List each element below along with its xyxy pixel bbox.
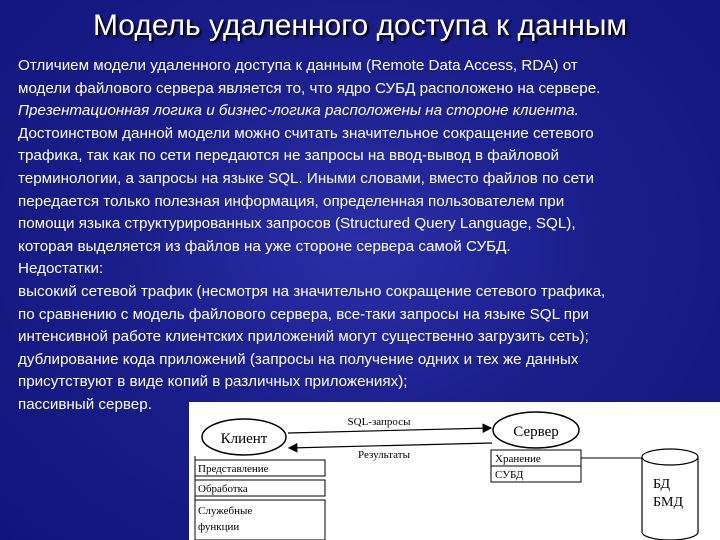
paragraph-line: Презентационная логика и бизнес-логика расположены на стороне клиента.: [18, 102, 579, 120]
paragraph-line: трафика, так как по сети передаются не запросы на ввод-вывод в файловой: [18, 147, 560, 165]
paragraph-line: Отличием модели удаленного доступа к данным (Remote Data Access, RDA) от: [18, 57, 578, 74]
paragraph-line: Достоинством данной модели можно считать значительное сокращение сетевого: [18, 124, 594, 142]
disadvantage-line: присутствуют в виде копий в различных приложениях);: [18, 373, 408, 391]
db-label: БД: [653, 477, 671, 492]
request-label: SQL-запросы: [347, 416, 411, 428]
paragraph-line: терминологии, а запросы на языке SQL. Иными словами, вместо файлов по сети: [18, 169, 594, 187]
paragraph-line: которая выделяется из файлов на уже стороне сервера самой СУБД.: [18, 237, 511, 255]
diagram-canvas: [189, 402, 720, 540]
disadvantage-line: интенсивной работе клиентских приложений могут существенно загрузить сеть);: [18, 328, 589, 346]
disadvantage-line: пассивный сервер.: [18, 395, 152, 413]
disadvantage-line: высокий сетевой трафик (несмотря на значительно сокращение сетевого трафика,: [18, 282, 606, 300]
client-label: Клиент: [220, 431, 268, 447]
rda-diagram: [189, 402, 720, 540]
module-storage: Хранение: [495, 453, 541, 465]
server-label: Сервер: [513, 424, 559, 440]
mdb-label: БМД: [653, 495, 684, 510]
server-modules: [491, 450, 581, 482]
module-presentation: Представление: [198, 463, 269, 475]
paragraph-line: помощи языка структурированных запросов (Structured Query Language, SQL),: [18, 215, 576, 233]
disadvantages-heading: Недостатки:: [18, 260, 104, 278]
disadvantage-line: по сравнению с модель файлового сервера, все-таки запросы на языке SQL при: [18, 305, 589, 323]
slide-body: [18, 55, 712, 417]
module-dbms: СУБД: [495, 469, 524, 481]
database-cylinder: [642, 449, 698, 540]
results-label: Результаты: [358, 449, 410, 461]
results-arrow: [289, 443, 492, 448]
module-service-1: Служебные: [198, 505, 253, 517]
module-processing: Обработка: [198, 483, 248, 495]
request-arrow: [288, 428, 491, 433]
slide-title: Модель удаленного доступа к данным: [92, 9, 628, 42]
paragraph-line: передается только полезная информация, определенная пользователем при: [18, 192, 565, 210]
module-service-2: функции: [198, 521, 240, 533]
client-modules: [195, 456, 325, 540]
disadvantage-line: дублирование кода приложений (запросы на получение одних и тех же данных: [18, 350, 579, 368]
paragraph-line: модели файлового сервера является то, что ядро СУБД расположено на сервере.: [18, 79, 601, 97]
